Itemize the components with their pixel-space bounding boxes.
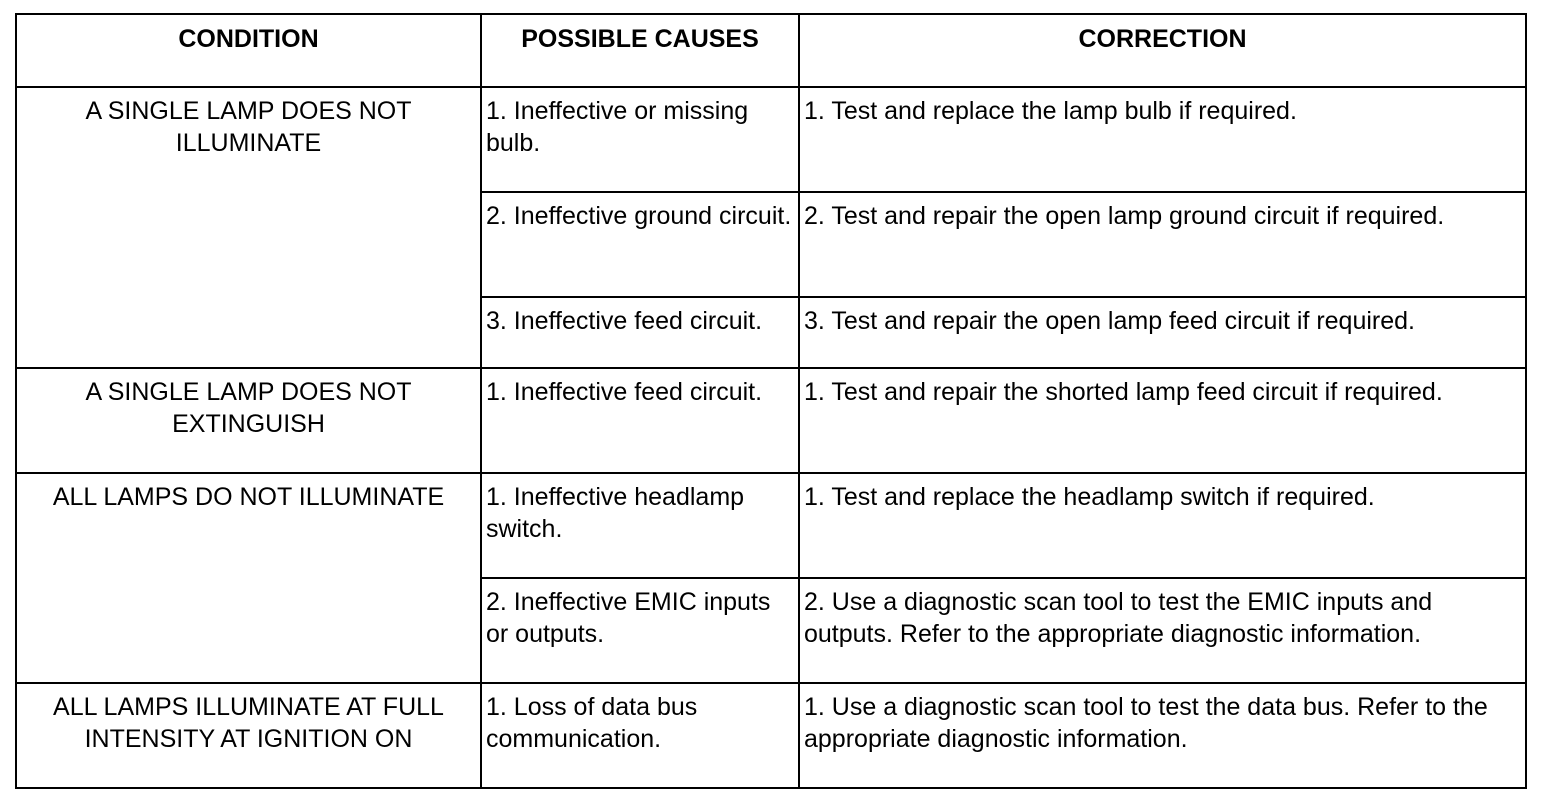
- correction-cell: 2. Test and repair the open lamp ground circuit if required.: [799, 192, 1526, 297]
- condition-cell: A SINGLE LAMP DOES NOT ILLUMINATE: [16, 87, 481, 368]
- table-row: [16, 683, 1526, 788]
- header-possible-causes: POSSIBLE CAUSES: [481, 14, 799, 87]
- table-row: [16, 473, 1526, 578]
- header-correction: CORRECTION: [799, 14, 1526, 87]
- diagnosis-table: [15, 13, 1527, 789]
- condition-cell: ALL LAMPS ILLUMINATE AT FULL INTENSITY AT IGNITION ON: [16, 683, 481, 788]
- condition-cell: ALL LAMPS DO NOT ILLUMINATE: [16, 473, 481, 683]
- table-row: [16, 368, 1526, 473]
- cause-cell: 2. Ineffective ground circuit.: [481, 192, 799, 297]
- correction-cell: 1. Test and replace the headlamp switch if required.: [799, 473, 1526, 578]
- correction-cell: 3. Test and repair the open lamp feed circuit if required.: [799, 297, 1526, 368]
- condition-cell: A SINGLE LAMP DOES NOT EXTINGUISH: [16, 368, 481, 473]
- header-condition: CONDITION: [16, 14, 481, 87]
- cause-cell: 1. Ineffective or missing bulb.: [481, 87, 799, 192]
- header-row: [16, 14, 1526, 87]
- cause-cell: 1. Ineffective headlamp switch.: [481, 473, 799, 578]
- correction-cell: 2. Use a diagnostic scan tool to test the EMIC inputs and outputs. Refer to the appropriate diagnostic information.: [799, 578, 1526, 683]
- cause-cell: 1. Ineffective feed circuit.: [481, 368, 799, 473]
- cause-cell: 1. Loss of data bus communication.: [481, 683, 799, 788]
- correction-cell: 1. Test and repair the shorted lamp feed circuit if required.: [799, 368, 1526, 473]
- cause-cell: 3. Ineffective feed circuit.: [481, 297, 799, 368]
- correction-cell: 1. Use a diagnostic scan tool to test the data bus. Refer to the appropriate diagnostic information.: [799, 683, 1526, 788]
- table-row: [16, 87, 1526, 192]
- cause-cell: 2. Ineffective EMIC inputs or outputs.: [481, 578, 799, 683]
- correction-cell: 1. Test and replace the lamp bulb if required.: [799, 87, 1526, 192]
